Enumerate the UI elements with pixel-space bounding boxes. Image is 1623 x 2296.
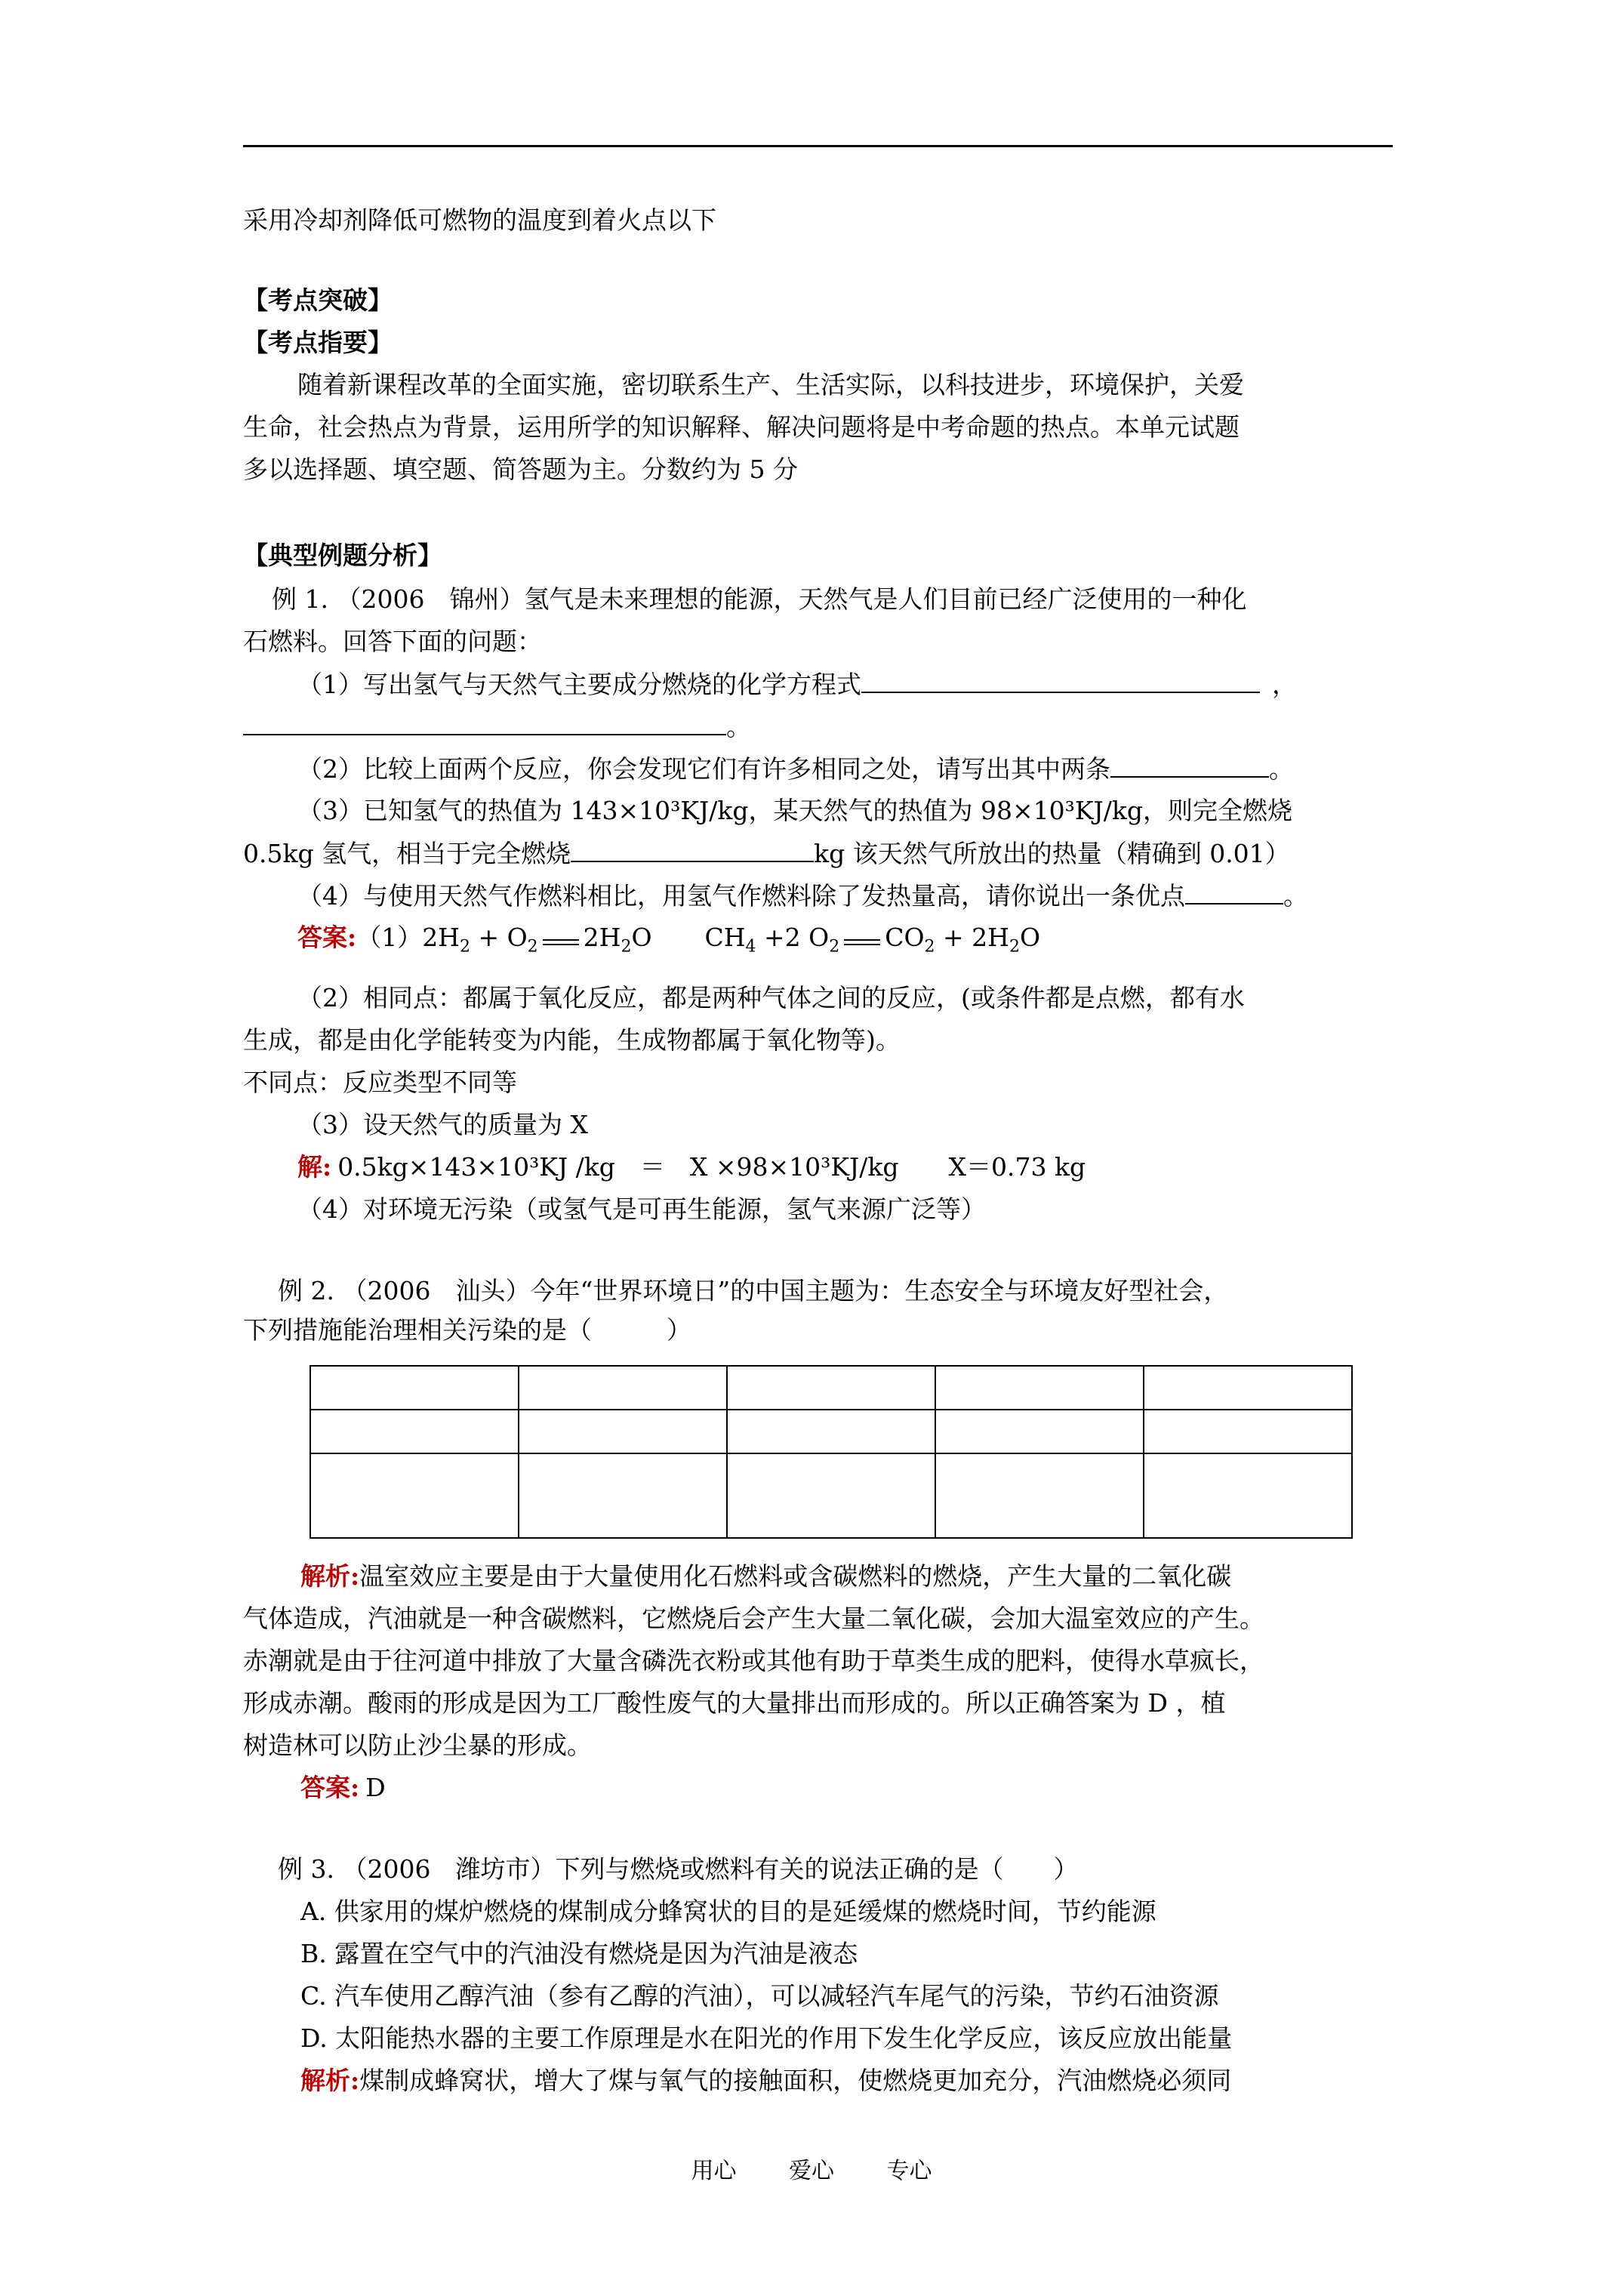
table-row (310, 1366, 1352, 1410)
analysis-text: 煤制成蜂窝状，增大了煤与氧气的接触面积，使燃烧更加充分，汽油燃烧必须同 (359, 2066, 1232, 2095)
ex3-option-d: D. 太阳能热水器的主要工作原理是水在阳光的作用下发生化学反应，该反应放出能量 (300, 2023, 1233, 2053)
guide-paragraph: 生命，社会热点为背景，运用所学的知识解释、解决问题将是中考命题的热点。本单元试题 (243, 412, 1240, 442)
ex1-q3-text-end: kg 该天然气所放出的热量（精确到 0.01） (814, 839, 1290, 868)
solve-equation: 0.5kg×143×10³KJ /kg ＝ X ×98×10³KJ/kg X＝0.73 kg (337, 1152, 1086, 1182)
options-table (310, 1365, 1353, 1539)
ex2-stem: 例 2. （2006 汕头）今年“世界环境日”的中国主题为：生态安全与环境友好型社会， (278, 1276, 1229, 1305)
table-cell (519, 1366, 727, 1410)
answer-blank (571, 838, 814, 862)
table-cell (1144, 1453, 1352, 1538)
table-cell (935, 1366, 1144, 1410)
ex1-q2-end: 。 (1269, 754, 1294, 784)
ex1-answer-same: （2）相同点：都属于氧化反应，都是两种气体之间的反应，(或条件都是点燃，都有水 (297, 983, 1245, 1012)
ex2-stem: 下列措施能治理相关污染的是（ ） (243, 1315, 691, 1345)
header-rule (243, 145, 1393, 147)
page-footer (0, 2152, 1623, 2185)
table-cell (727, 1366, 935, 1410)
analysis-label: 解析: (300, 1561, 360, 1591)
footer-word: 用心 (691, 2158, 737, 2184)
analysis-text: 温室效应主要是由于大量使用化石燃料或含碳燃料的燃烧，产生大量的二氧化碳 (359, 1561, 1232, 1591)
footer-word: 专心 (886, 2158, 932, 2184)
ex1-answer-4: （4）对环境无污染（或氢气是可再生能源，氢气来源广泛等） (297, 1194, 986, 1224)
ex3-option-a: A. 供家用的煤炉燃烧的煤制成分蜂窝状的目的是延缓煤的燃烧时间，节约能源 (300, 1897, 1156, 1926)
ex1-q3: （3）已知氢气的热值为 143×10³KJ/kg，某天然气的热值为 98×10³KJ/kg，则完全燃烧 (297, 796, 1292, 825)
guide-paragraph: 多以选择题、填空题、简答题为主。分数约为 5 分 (243, 455, 798, 484)
table-cell (1144, 1366, 1352, 1410)
equation-ch4: $CH_4 +2$ $O_2$ (704, 923, 840, 957)
equals-sign (543, 932, 579, 947)
ex1-q1 (297, 669, 1297, 700)
answer-label: 答案: (297, 923, 357, 952)
ex1-q3-text: 0.5kg 氢气，相当于完全燃烧 (243, 839, 571, 868)
ex1-q4-text: （4）与使用天然气作燃料相比，用氢气作燃料除了发热量高，请你说出一条优点 (297, 881, 1185, 911)
ex1-q1-comma: ， (1272, 670, 1297, 699)
ex1-q3-cont (243, 838, 1290, 869)
table-cell (519, 1453, 727, 1538)
answer-blank (861, 669, 1260, 693)
ex2-answer (300, 1773, 386, 1803)
table-cell (310, 1366, 519, 1410)
ex3-option-b: B. 露置在空气中的汽油没有燃烧是因为汽油是液态 (300, 1939, 858, 1968)
equals-sign (844, 932, 880, 947)
table-cell (727, 1453, 935, 1538)
section-guide: 【考点指要】 (243, 328, 393, 357)
ex3-option-c: C. 汽车使用乙醇汽油（参有乙醇的汽油），可以减轻汽车尾气的污染，节约石油资源 (300, 1981, 1219, 2011)
equation-h2: $2H_2 + O_2$ (422, 923, 538, 957)
intro-line: 采用冷却剂降低可燃物的温度到着火点以下 (243, 205, 716, 235)
table-cell (1144, 1410, 1352, 1453)
section-breakthrough: 【考点突破】 (243, 285, 393, 315)
equation-h2-product: $2H_2O$ (583, 923, 652, 957)
ex3-stem: 例 3. （2006 潍坊市）下列与燃烧或燃料有关的说法正确的是（ ） (278, 1854, 1079, 1884)
analysis-label: 解析: (300, 2066, 360, 2095)
ex1-q1-cont (243, 711, 751, 742)
answer-blank (243, 711, 726, 735)
ex1-answer-diff: 不同点：反应类型不同等 (243, 1068, 517, 1097)
answer-label: 答案: (300, 1773, 360, 1802)
table-cell (935, 1410, 1144, 1453)
table-cell (310, 1410, 519, 1453)
table-row (310, 1453, 1352, 1538)
table-cell (727, 1410, 935, 1453)
answer-blank (1110, 754, 1269, 778)
guide-paragraph: 随着新课程改革的全面实施，密切联系生产、生活实际，以科技进步，环境保护，关爱 (297, 370, 1244, 399)
table-row (310, 1410, 1352, 1453)
answer-value: D (365, 1773, 386, 1802)
ex3-analysis (300, 2066, 1231, 2096)
ex1-stem: 例 1. （2006 锦州）氢气是未来理想的能源，天然气是人们目前已经广泛使用的一种化 (272, 584, 1247, 614)
ex1-q1-text: （1）写出氢气与天然气主要成分燃烧的化学方程式 (297, 670, 861, 699)
answer-prefix: （1） (356, 923, 423, 952)
table-cell (519, 1410, 727, 1453)
ex1-q2-text: （2）比较上面两个反应，你会发现它们有许多相同之处，请写出其中两条 (297, 754, 1110, 784)
ex2-analysis: 气体造成，汽油就是一种含碳燃料，它燃烧后会产生大量二氧化碳，会加大温室效应的产生。 (243, 1604, 1264, 1633)
ex1-solution (297, 1152, 1086, 1182)
ex2-analysis: 形成赤潮。酸雨的形成是因为工厂酸性废气的大量排出而形成的。所以正确答案为 D ，植 (243, 1688, 1226, 1718)
ex1-answer-equations (297, 923, 1040, 957)
ex1-q2 (297, 754, 1294, 784)
ex2-analysis: 树造林可以防止沙尘暴的形成。 (243, 1730, 592, 1760)
ex1-answer-same: 生成，都是由化学能转变为内能，生成物都属于氧化物等)。 (243, 1025, 901, 1055)
footer-word: 爱心 (789, 2158, 834, 2184)
ex1-q1-end: 。 (726, 712, 751, 741)
ex1-q4-end: 。 (1283, 881, 1308, 911)
equation-ch4-product: $CO_2 + 2H_2O$ (885, 923, 1040, 957)
ex1-q4 (297, 880, 1308, 911)
answer-blank (1185, 880, 1283, 905)
ex2-analysis: 赤潮就是由于往河道中排放了大量含磷洗衣粉或其他有助于草类生成的肥料，使得水草疯长， (243, 1646, 1264, 1675)
section-typical: 【典型例题分析】 (243, 541, 442, 570)
ex1-stem: 石燃料。回答下面的问题： (243, 627, 542, 656)
ex1-answer-3: （3）设天然气的质量为 X (297, 1110, 588, 1139)
solve-label: 解: (297, 1152, 332, 1182)
table-cell (935, 1453, 1144, 1538)
table-cell (310, 1453, 519, 1538)
ex2-analysis (300, 1561, 1231, 1592)
